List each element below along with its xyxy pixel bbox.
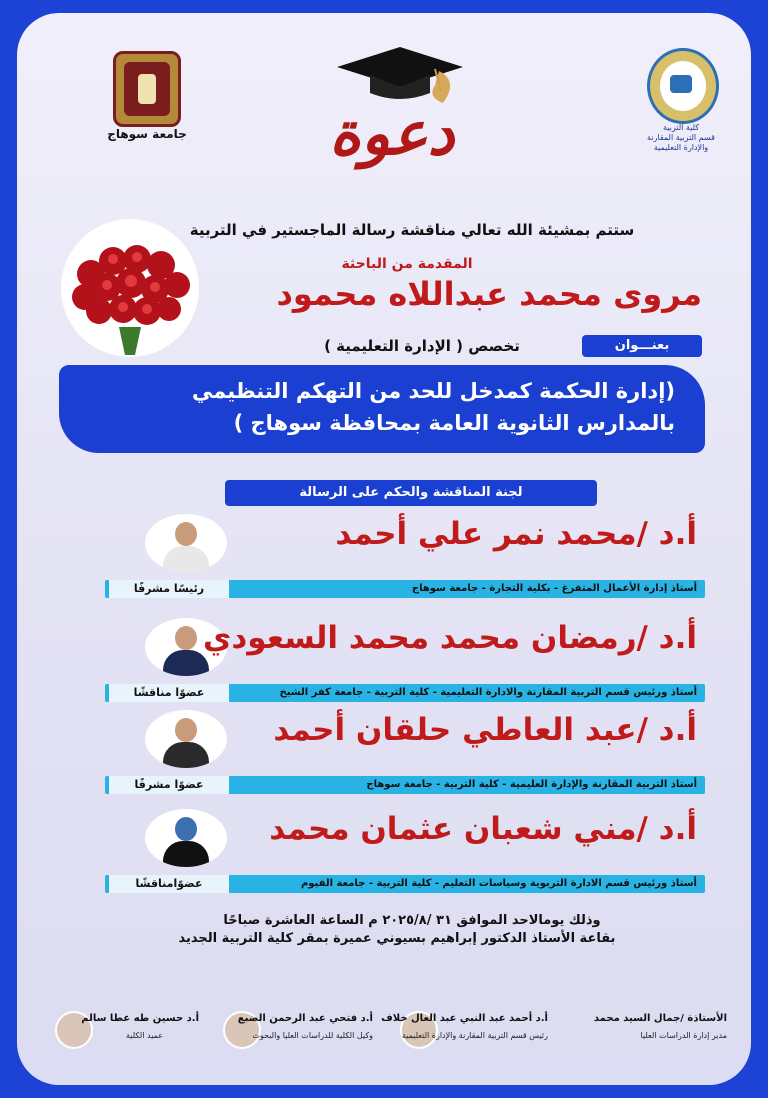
member-role: عضوًا مناقشًا (109, 684, 229, 702)
signatory (207, 1009, 377, 1049)
researcher-name: مروى محمد عبداللاه محمود (276, 275, 702, 313)
signatory-name: الأستاذة /جمال السيد محمد (593, 1013, 727, 1024)
member-role: رئيسًا مشرفًا (109, 580, 229, 598)
signatory (53, 1009, 203, 1049)
committee-member (97, 514, 707, 604)
roses-bouquet-image (61, 219, 199, 357)
signatory (382, 1009, 552, 1049)
committee-member (97, 809, 707, 899)
signatory-position: مدير إدارة الدراسات العليا (640, 1031, 727, 1040)
signatory-name: أ.د أحمد عبد النبي عبد العال خلاف (381, 1013, 548, 1024)
invitation-card (17, 13, 751, 1085)
member-name: أ.د /محمد نمر علي أحمد (335, 516, 697, 552)
signatory-position: رئيس قسم التربية المقارنة والإدارة التعليمية (401, 1031, 548, 1040)
date-time-line: وذلك يومالاحد الموافق ٣١ /٢٠٢٥/٨ م الساعة العاشرة صباحًا (223, 913, 601, 928)
member-role: عضوًامناقشًا (109, 875, 229, 893)
committee-member (97, 618, 707, 708)
announcement-line: ستتم بمشيئة الله تعالي مناقشة رسالة الماجستير في التربية (189, 221, 635, 239)
member-photo (145, 514, 227, 572)
signatory-position: وكيل الكلية للدراسات العليا والبحوث (252, 1031, 373, 1040)
invitation-title: دعوة (329, 99, 455, 169)
titled-label: بعنـــوان (582, 335, 702, 357)
sohag-university-logo (113, 51, 181, 127)
signatory-name: أ.د حسين طه عطا سالم (81, 1013, 199, 1024)
member-photo (145, 710, 227, 768)
university-name: جامعة سوهاج (107, 127, 187, 141)
member-name: أ.د /مني شعبان عثمان محمد (269, 811, 697, 847)
thesis-title-band (59, 365, 705, 453)
member-role: عضوًا مشرفًا (109, 776, 229, 794)
member-photo (145, 809, 227, 867)
thesis-title: (إدارة الحكمة كمدخل للحد من التهكم التنظيمي بالمدارس الثانوية العامة بمحافظة سوهاج ) (191, 379, 675, 435)
signatory-position: عميد الكلية (126, 1031, 163, 1040)
venue-line: بقاعة الأستاذ الدكتور إبراهيم بسيوني عميرة بمقر كلية التربية الجديد (178, 931, 616, 946)
member-name: أ.د /عبد العاطي حلقان أحمد (273, 712, 697, 748)
graduation-cap-icon (335, 45, 465, 105)
committee-member (97, 710, 707, 800)
signatory (537, 1009, 737, 1049)
presented-by-label: المقدمة من الباحثة (341, 256, 473, 272)
member-name: أ.د /رمضان محمد محمد السعودي (202, 620, 697, 656)
department-caption: كلية التربية قسم التربية المقارنة والإدارة التعليمية (647, 123, 715, 152)
faculty-logo (647, 48, 719, 124)
member-affiliation: أستاذ إدارة الأعمال المتفرغ - بكلية التجارة - جامعة سوهاج (411, 583, 697, 594)
committee-title: لجنة المناقشة والحكم على الرسالة (225, 480, 597, 506)
member-affiliation: أستاذ ورئيس قسم التربية المقارنة والادارة التعليمية - كلية التربية - جامعة كفر الشيخ (279, 687, 697, 698)
member-affiliation: أستاذ ورئيس قسم الادارة التربوية وسياسات التعليم - كلية التربية - جامعة الفيوم (300, 878, 697, 889)
member-affiliation: أستاذ التربية المقارنة والإدارة العليمية - كلية التربية - جامعة سوهاج (366, 779, 697, 790)
specialization-label: تخصص ( الإدارة التعليمية ) (324, 337, 520, 355)
signatory-name: أ.د فتحي عبد الرحمن الضبع (237, 1013, 373, 1024)
